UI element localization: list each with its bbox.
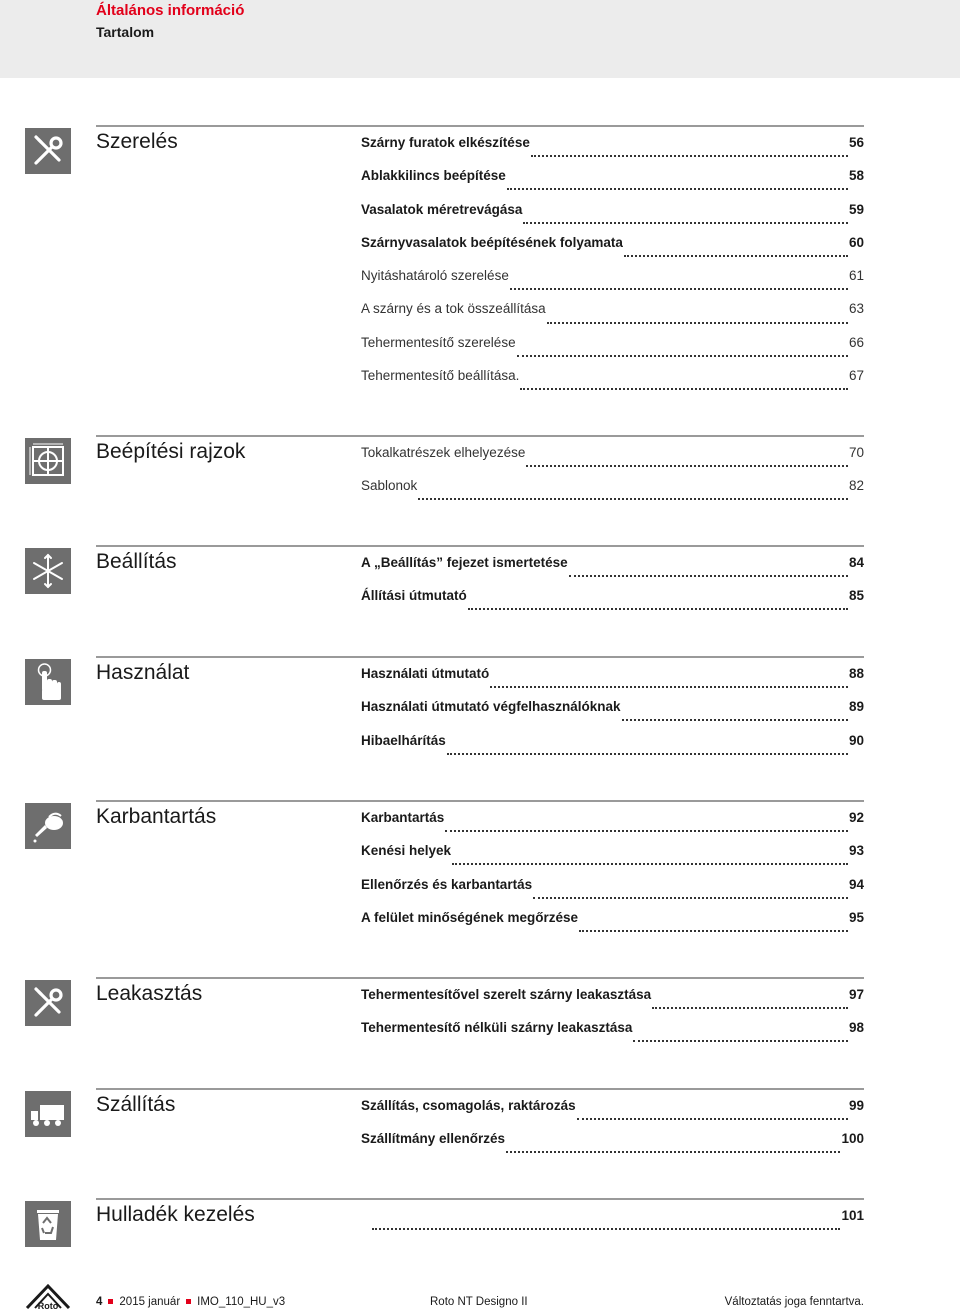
leader-dots <box>517 354 848 357</box>
entry-page: 88 <box>848 666 864 681</box>
leader-dots <box>622 718 848 721</box>
toc-entry[interactable] <box>361 733 864 766</box>
entry-label: A felület minőségének megőrzése <box>361 909 579 925</box>
entry-label: Állítási útmutató <box>361 588 467 604</box>
leader-dots <box>506 1150 840 1153</box>
toc-entry[interactable] <box>361 555 864 588</box>
entry-page: 101 <box>841 1208 864 1223</box>
section-title: Karbantartás <box>96 805 217 828</box>
toc-entry[interactable] <box>361 810 864 843</box>
entry-label: Tehermentesítő beállítása. <box>361 368 520 384</box>
leader-dots <box>652 1006 848 1009</box>
toc-entry[interactable] <box>361 987 864 1020</box>
leader-dots <box>526 464 848 467</box>
toc-entry[interactable] <box>361 1098 864 1131</box>
toc-entry[interactable] <box>361 368 864 401</box>
section-divider <box>96 125 864 127</box>
leader-dots <box>577 1117 848 1120</box>
toc-entry[interactable] <box>361 335 864 368</box>
wrench-screwdriver-icon <box>25 128 71 174</box>
section-title: Használat <box>96 661 190 684</box>
entry-page: 97 <box>848 987 864 1002</box>
entry-page: 70 <box>848 445 864 460</box>
entry-list <box>371 1208 864 1241</box>
entry-label: Szárnyvasalatok beépítésének folyamata <box>361 234 623 250</box>
entry-page: 94 <box>848 876 864 892</box>
entry-label: Ellenőrzés és karbantartás <box>361 876 533 892</box>
toc-entry[interactable] <box>361 1020 864 1053</box>
section-divider <box>96 1198 864 1200</box>
entry-page: 56 <box>848 135 864 150</box>
section-title: Beállítás <box>96 550 177 573</box>
entry-page: 84 <box>848 555 864 570</box>
separator-square-icon <box>186 1299 191 1304</box>
leader-dots <box>579 929 848 932</box>
page-number: 4 <box>96 1296 103 1308</box>
entry-page: 66 <box>848 334 864 350</box>
entry-label: Kenési helyek <box>361 843 452 859</box>
entry-list <box>361 810 864 943</box>
entry-label: Hibaelhárítás <box>361 732 446 748</box>
leader-dots <box>445 829 848 832</box>
footer-info <box>96 1296 285 1308</box>
entry-page: 82 <box>848 478 864 494</box>
toc-entry[interactable] <box>361 202 864 235</box>
oil-can-icon <box>25 803 71 849</box>
roto-logo <box>25 1282 71 1310</box>
section-divider <box>96 656 864 658</box>
leader-dots <box>507 187 848 190</box>
toc-entry[interactable] <box>361 445 864 478</box>
entry-page: 93 <box>848 843 864 859</box>
adjustment-arrows-icon <box>25 548 71 594</box>
entry-page: 100 <box>841 1131 864 1147</box>
entry-page: 95 <box>848 909 864 925</box>
leader-dots <box>531 154 848 157</box>
entry-page: 58 <box>848 168 864 184</box>
truck-icon <box>25 1091 71 1137</box>
toc-entry[interactable] <box>361 910 864 943</box>
leader-dots <box>520 387 848 390</box>
section-title: Leakasztás <box>96 982 203 1005</box>
leader-dots <box>447 752 848 755</box>
entry-label: Tehermentesítő nélküli szárny leakasztása <box>361 1020 633 1036</box>
toc-entry[interactable] <box>361 1131 864 1164</box>
section-divider <box>96 545 864 547</box>
entry-list <box>361 1098 864 1165</box>
entry-label: Tehermentesítővel szerelt szárny leakasztása <box>361 987 652 1002</box>
toc-entry[interactable] <box>361 877 864 910</box>
leader-dots <box>510 287 848 290</box>
section-divider <box>96 1088 864 1090</box>
section-divider <box>96 977 864 979</box>
entry-page: 59 <box>848 201 864 217</box>
hand-pointer-icon <box>25 659 71 705</box>
entry-page: 85 <box>848 588 864 604</box>
toc-entry[interactable] <box>361 235 864 268</box>
toc-entry[interactable] <box>361 478 864 511</box>
entry-list <box>361 135 864 401</box>
toc-entry[interactable] <box>361 168 864 201</box>
toc-entry[interactable] <box>361 666 864 699</box>
leader-dots <box>523 221 848 224</box>
leader-dots <box>468 607 848 610</box>
leader-dots <box>533 896 848 899</box>
toc-entry[interactable] <box>361 588 864 621</box>
entry-page: 99 <box>848 1098 864 1113</box>
leader-dots <box>569 574 848 577</box>
entry-label: Ablakkilincs beépítése <box>361 168 506 184</box>
entry-page: 67 <box>848 368 864 384</box>
leader-dots <box>633 1039 848 1042</box>
entry-label: Vasalatok méretrevágása <box>361 201 523 217</box>
toc-entry[interactable] <box>361 699 864 732</box>
page-footer <box>0 1280 960 1310</box>
entry-label: Karbantartás <box>361 810 445 825</box>
section-title: Szállítás <box>96 1093 176 1116</box>
logo-text: Roto <box>37 1301 59 1310</box>
separator-square-icon <box>108 1299 113 1304</box>
entry-label: Szállítás, csomagolás, raktározás <box>361 1098 576 1113</box>
footer-product: Roto NT Designo II <box>430 1296 528 1308</box>
leader-dots <box>547 321 848 324</box>
entry-page: 89 <box>848 699 864 715</box>
toc-entry[interactable] <box>361 301 864 334</box>
entry-list <box>361 555 864 622</box>
leader-dots <box>372 1227 840 1230</box>
entry-page: 90 <box>848 732 864 748</box>
entry-label: Tehermentesítő szerelése <box>361 334 516 350</box>
drawing-icon <box>25 438 71 484</box>
leader-dots <box>490 685 848 688</box>
page-title: Tartalom <box>96 24 155 40</box>
toc-entry[interactable] <box>371 1208 864 1241</box>
toc-entry[interactable] <box>361 843 864 876</box>
wrench-screwdriver-icon <box>25 980 71 1026</box>
footer-doc-code: IMO_110_HU_v3 <box>197 1296 286 1308</box>
page-header <box>0 0 960 78</box>
entry-list <box>361 445 864 512</box>
leader-dots <box>624 254 848 257</box>
footer-date: 2015 január <box>119 1296 181 1308</box>
section-title: Beépítési rajzok <box>96 440 246 463</box>
entry-label: Használati útmutató <box>361 666 490 681</box>
entry-page: 60 <box>848 234 864 250</box>
section-title: Hulladék kezelés <box>96 1203 255 1226</box>
section-title: Szerelés <box>96 130 178 153</box>
entry-label: A „Beállítás” fejezet ismertetése <box>361 555 568 570</box>
toc-entry[interactable] <box>361 268 864 301</box>
leader-dots <box>452 862 848 865</box>
section-divider <box>96 435 864 437</box>
entry-label: Nyitáshatároló szerelése <box>361 268 509 284</box>
entry-label: Szállítmány ellenőrzés <box>361 1131 506 1147</box>
chapter-title: Általános információ <box>96 2 245 19</box>
entry-list <box>361 666 864 766</box>
entry-label: Tokalkatrészek elhelyezése <box>361 445 526 460</box>
entry-page: 63 <box>848 301 864 317</box>
entry-label: Szárny furatok elkészítése <box>361 135 530 150</box>
entry-page: 61 <box>848 268 864 284</box>
footer-notice: Változtatás joga fenntartva. <box>724 1296 864 1308</box>
entry-list <box>361 987 864 1054</box>
entry-label: Sablonok <box>361 478 418 494</box>
entry-label: A szárny és a tok összeállítása <box>361 301 546 317</box>
leader-dots <box>418 497 848 500</box>
entry-page: 98 <box>848 1020 864 1036</box>
section-divider <box>96 800 864 802</box>
toc-entry[interactable] <box>361 135 864 168</box>
recycle-bin-icon <box>25 1201 71 1247</box>
entry-label: Használati útmutató végfelhasználóknak <box>361 699 621 715</box>
entry-page: 92 <box>848 810 864 825</box>
